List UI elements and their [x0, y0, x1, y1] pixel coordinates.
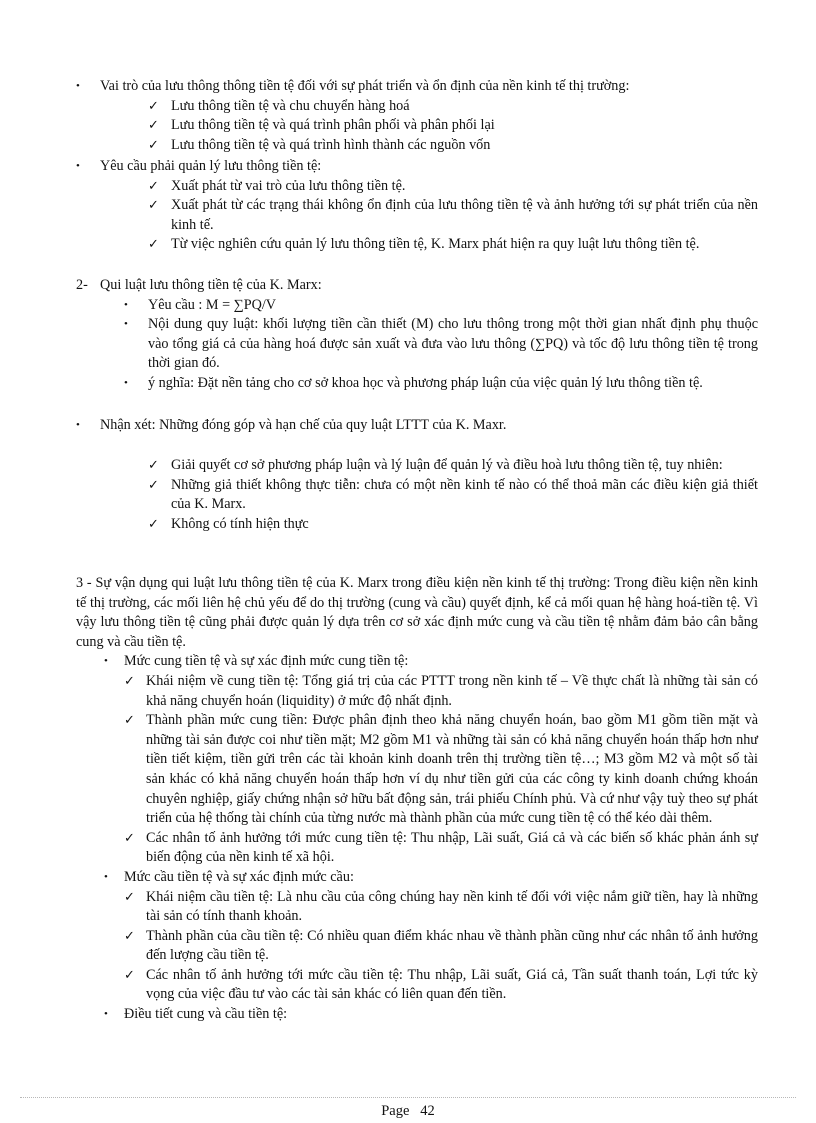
list-item [76, 296, 758, 316]
bullet-icon: • [76, 80, 80, 92]
section-marx-law [76, 276, 758, 394]
bullet-icon: • [104, 1008, 108, 1021]
regulation-heading [76, 1005, 758, 1025]
list-item [76, 315, 758, 374]
list-item-text: Nội dung quy luật: khối lượng tiền cần thiết (M) cho lưu thông trong một thời gian nhất định phụ thuộc vào tổng giá cả của hàng hoá được sản xuất và đưa vào lưu thông (∑PQ) và tốc độ lưu thông tiền tệ trong thời gian đó. [148, 316, 758, 372]
checkmark-icon: ✓ [148, 458, 159, 473]
list-item-text: ý nghĩa: Đặt nền tảng cho cơ sở khoa học và phương pháp luận của việc quản lý lưu thông tiền tệ. [148, 374, 703, 391]
list-item [76, 672, 758, 711]
checkmark-icon: ✓ [148, 477, 159, 493]
money-supply-heading [76, 652, 758, 672]
list-item [76, 235, 758, 255]
section-role [76, 77, 756, 155]
bullet-icon: • [76, 419, 80, 431]
list-item [76, 966, 758, 1005]
list-item [76, 177, 758, 197]
list-item-text: Các nhân tố ảnh hưởng tới mức cung tiền tệ: Thu nhập, Lãi suất, Giá cả và các biến số khác phản ánh sự biến động của nền kinh tế xã hội. [146, 829, 758, 866]
list-item-text: Lưu thông tiền tệ và quá trình phân phối và phân phối lại [171, 117, 495, 134]
section-remarks-heading [76, 416, 758, 436]
list-item-text: Các nhân tố ảnh hưởng tới mức cầu tiền tệ: Thu nhập, Lãi suất, Giá cả, Tần suất thanh toán, Lợi tức kỳ vọng của việc đầu tư vào các tài sản khác có liên quan đến tiền. [146, 966, 758, 1003]
list-item-text: Lưu thông tiền tệ và chu chuyển hàng hoá [171, 97, 410, 114]
bullet-icon: • [104, 655, 108, 668]
checkmark-icon: ✓ [148, 178, 159, 194]
checkmark-icon: ✓ [148, 198, 159, 214]
money-demand-heading [76, 868, 758, 888]
section-remarks-list [76, 456, 758, 534]
list-item [76, 711, 758, 829]
list-item [76, 515, 758, 535]
list-item [76, 97, 756, 117]
bullet-icon: • [104, 870, 108, 883]
section-requirement [76, 157, 758, 255]
list-item-text: Từ việc nghiên cứu quản lý lưu thông tiền tệ, K. Marx phát hiện ra quy luật lưu thông tiền tệ. [171, 236, 700, 253]
list-item [76, 476, 758, 515]
checkmark-icon: ✓ [124, 889, 135, 905]
bullet-icon: • [124, 318, 128, 331]
section-remarks-title: Nhận xét: Những đóng góp và hạn chế của quy luật LTTT của K. Maxr. [100, 417, 507, 433]
list-item-text: Yêu cầu : M = ∑PQ/V [148, 296, 277, 313]
section-requirement-title: Yêu cầu phải quản lý lưu thông tiền tệ: [100, 158, 322, 174]
list-item-text: Xuất phát từ các trạng thái không ổn định của lưu thông tiền tệ và ảnh hưởng tới sự phát triển của nền kinh tế. [171, 197, 758, 233]
checkmark-icon: ✓ [148, 137, 159, 153]
list-item [76, 374, 758, 394]
section-marx-law-heading [76, 276, 758, 296]
money-demand-title: Mức cầu tiền tệ và sự xác định mức cầu: [124, 868, 354, 885]
list-item-text: Khái niệm về cung tiền tệ: Tổng giá trị của các PTTT trong nền kinh tế – Về thực chất là những tài sản có khả năng chuyển hoán (liquidity) ở mức độ nhất định. [146, 672, 758, 709]
section-marx-law-title: Qui luật lưu thông tiền tệ của K. Marx: [100, 277, 322, 293]
checkmark-icon: ✓ [124, 713, 135, 729]
list-item-text: Khái niệm cầu tiền tệ: Là nhu cầu của công chúng hay nền kinh tế đối với việc nắm giữ tiền, hay là những tài sản có tính thanh khoản. [146, 888, 758, 925]
list-item [76, 927, 758, 966]
bullet-icon: • [124, 298, 128, 311]
bullet-icon: • [124, 376, 128, 389]
regulation-title: Điều tiết cung và cầu tiền tệ: [124, 1006, 288, 1023]
checkmark-icon: ✓ [124, 673, 135, 689]
bullet-icon: • [76, 160, 80, 172]
checkmark-icon: ✓ [148, 118, 159, 134]
page-footer [0, 1102, 816, 1122]
list-item-text: Thành phần mức cung tiền: Được phân định theo khả năng chuyển hoán, bao gồm M1 gồm tiền mặt và những tài sản được coi như tiền mặt; M2 gồm M1 và những tài sản có khả năng chuyển hoán thấp hơn như tiền tiết kiệm, tiền gửi trên các tài khoản kinh doanh trên thị trường tiền tệ…; M3 gồm M2 và một số tài sản khác có khả năng chuyển hoán thấp hơn ví dụ như tiền gửi của các công ty kinh doanh chứng khoán chuyên nghiệp, giấy chứng nhận sở hữu bất động sản, trái phiếu Chính phủ. Và cứ như vậy tuỳ theo sự phát triển của hệ thống tài chính của từng nước mà thành phần của mức cung tiền tệ có thể kéo dài thêm. [146, 712, 758, 827]
page-number: 42 [420, 1103, 435, 1119]
section-number: 2- [76, 277, 88, 293]
page-label: Page [381, 1103, 410, 1119]
checkmark-icon: ✓ [124, 830, 135, 846]
list-item [76, 116, 756, 136]
section-application [76, 574, 758, 1025]
list-item [76, 136, 756, 156]
money-supply-title: Mức cung tiền tệ và sự xác định mức cung tiền tệ: [124, 653, 409, 670]
checkmark-icon: ✓ [148, 98, 159, 114]
list-item [76, 456, 758, 476]
list-item-text: Những giả thiết không thực tiễn: chưa có một nền kinh tế nào có thể thoả mãn các điều kiện giả thiết của K. Marx. [171, 476, 758, 513]
list-item [76, 829, 758, 868]
checkmark-icon: ✓ [148, 516, 159, 532]
section-role-heading [76, 77, 756, 97]
list-item-text: Xuất phát từ vai trò của lưu thông tiền tệ. [171, 177, 406, 194]
footer-divider [20, 1097, 796, 1098]
checkmark-icon: ✓ [124, 928, 135, 944]
list-item-text: Giải quyết cơ sở phương pháp luận và lý luận để quản lý và điều hoà lưu thông tiền tệ, tuy nhiên: [171, 457, 723, 473]
section-application-intro: 3 - Sự vận dụng qui luật lưu thông tiền tệ của K. Marx trong điều kiện nền kinh tế thị trường: Trong điều kiện nền kinh tế thị trường, các mối liên hệ chủ yếu để do thị trường (cung và cầu) quyết định, kể cả mối quan hệ hàng hoá-tiền tệ. Vì vậy lưu thông tiền tệ cũng phải được quản lý dựa trên cơ sở xác định mức cung và cầu tiền tệ nhằm đảm bảo cân bằng cung và cầu tiền tệ. [76, 575, 758, 650]
list-item [76, 888, 758, 927]
checkmark-icon: ✓ [124, 967, 135, 983]
list-item [76, 196, 758, 235]
section-role-title: Vai trò của lưu thông thông tiền tệ đối với sự phát triển và ổn định của nền kinh tế thị trường: [100, 78, 630, 94]
list-item-text: Không có tính hiện thực [171, 515, 309, 532]
checkmark-icon: ✓ [148, 237, 159, 253]
list-item-text: Thành phần của cầu tiền tệ: Có nhiều quan điểm khác nhau về thành phần cũng như các nhân tố ảnh hưởng đến lượng cầu tiền tệ. [146, 927, 758, 964]
section-requirement-heading [76, 157, 758, 177]
list-item-text: Lưu thông tiền tệ và quá trình hình thành các nguồn vốn [171, 136, 491, 153]
